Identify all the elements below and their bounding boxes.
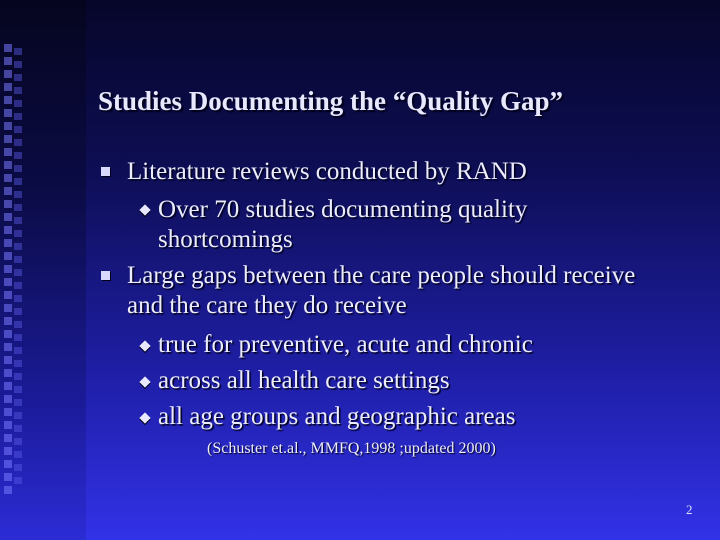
- subbullet-text: true for preventive, acute and chronic: [158, 331, 533, 358]
- square-bullet-icon: [101, 167, 110, 176]
- subbullet-text-continued: shortcomings: [158, 226, 293, 253]
- bullet-text: Large gaps between the care people should receive: [127, 262, 636, 289]
- bullet-text-continued: and the care they do receive: [127, 292, 407, 319]
- page-number: 2: [686, 502, 693, 517]
- subbullet-text: Over 70 studies documenting quality: [158, 196, 528, 223]
- subbullet-text: all age groups and geographic areas: [158, 403, 516, 430]
- subbullet-text: across all health care settings: [158, 367, 450, 394]
- diamond-bullet-icon: [139, 412, 150, 423]
- citation: (Schuster et.al., MMFQ,1998 ;updated 2000): [207, 440, 496, 457]
- slide-title: Studies Documenting the “Quality Gap”: [98, 86, 564, 116]
- diamond-bullet-icon: [139, 340, 150, 351]
- bullet-text: Literature reviews conducted by RAND: [127, 158, 527, 185]
- square-bullet-icon: [101, 271, 110, 280]
- diamond-bullet-icon: [139, 376, 150, 387]
- diamond-bullet-icon: [139, 204, 150, 215]
